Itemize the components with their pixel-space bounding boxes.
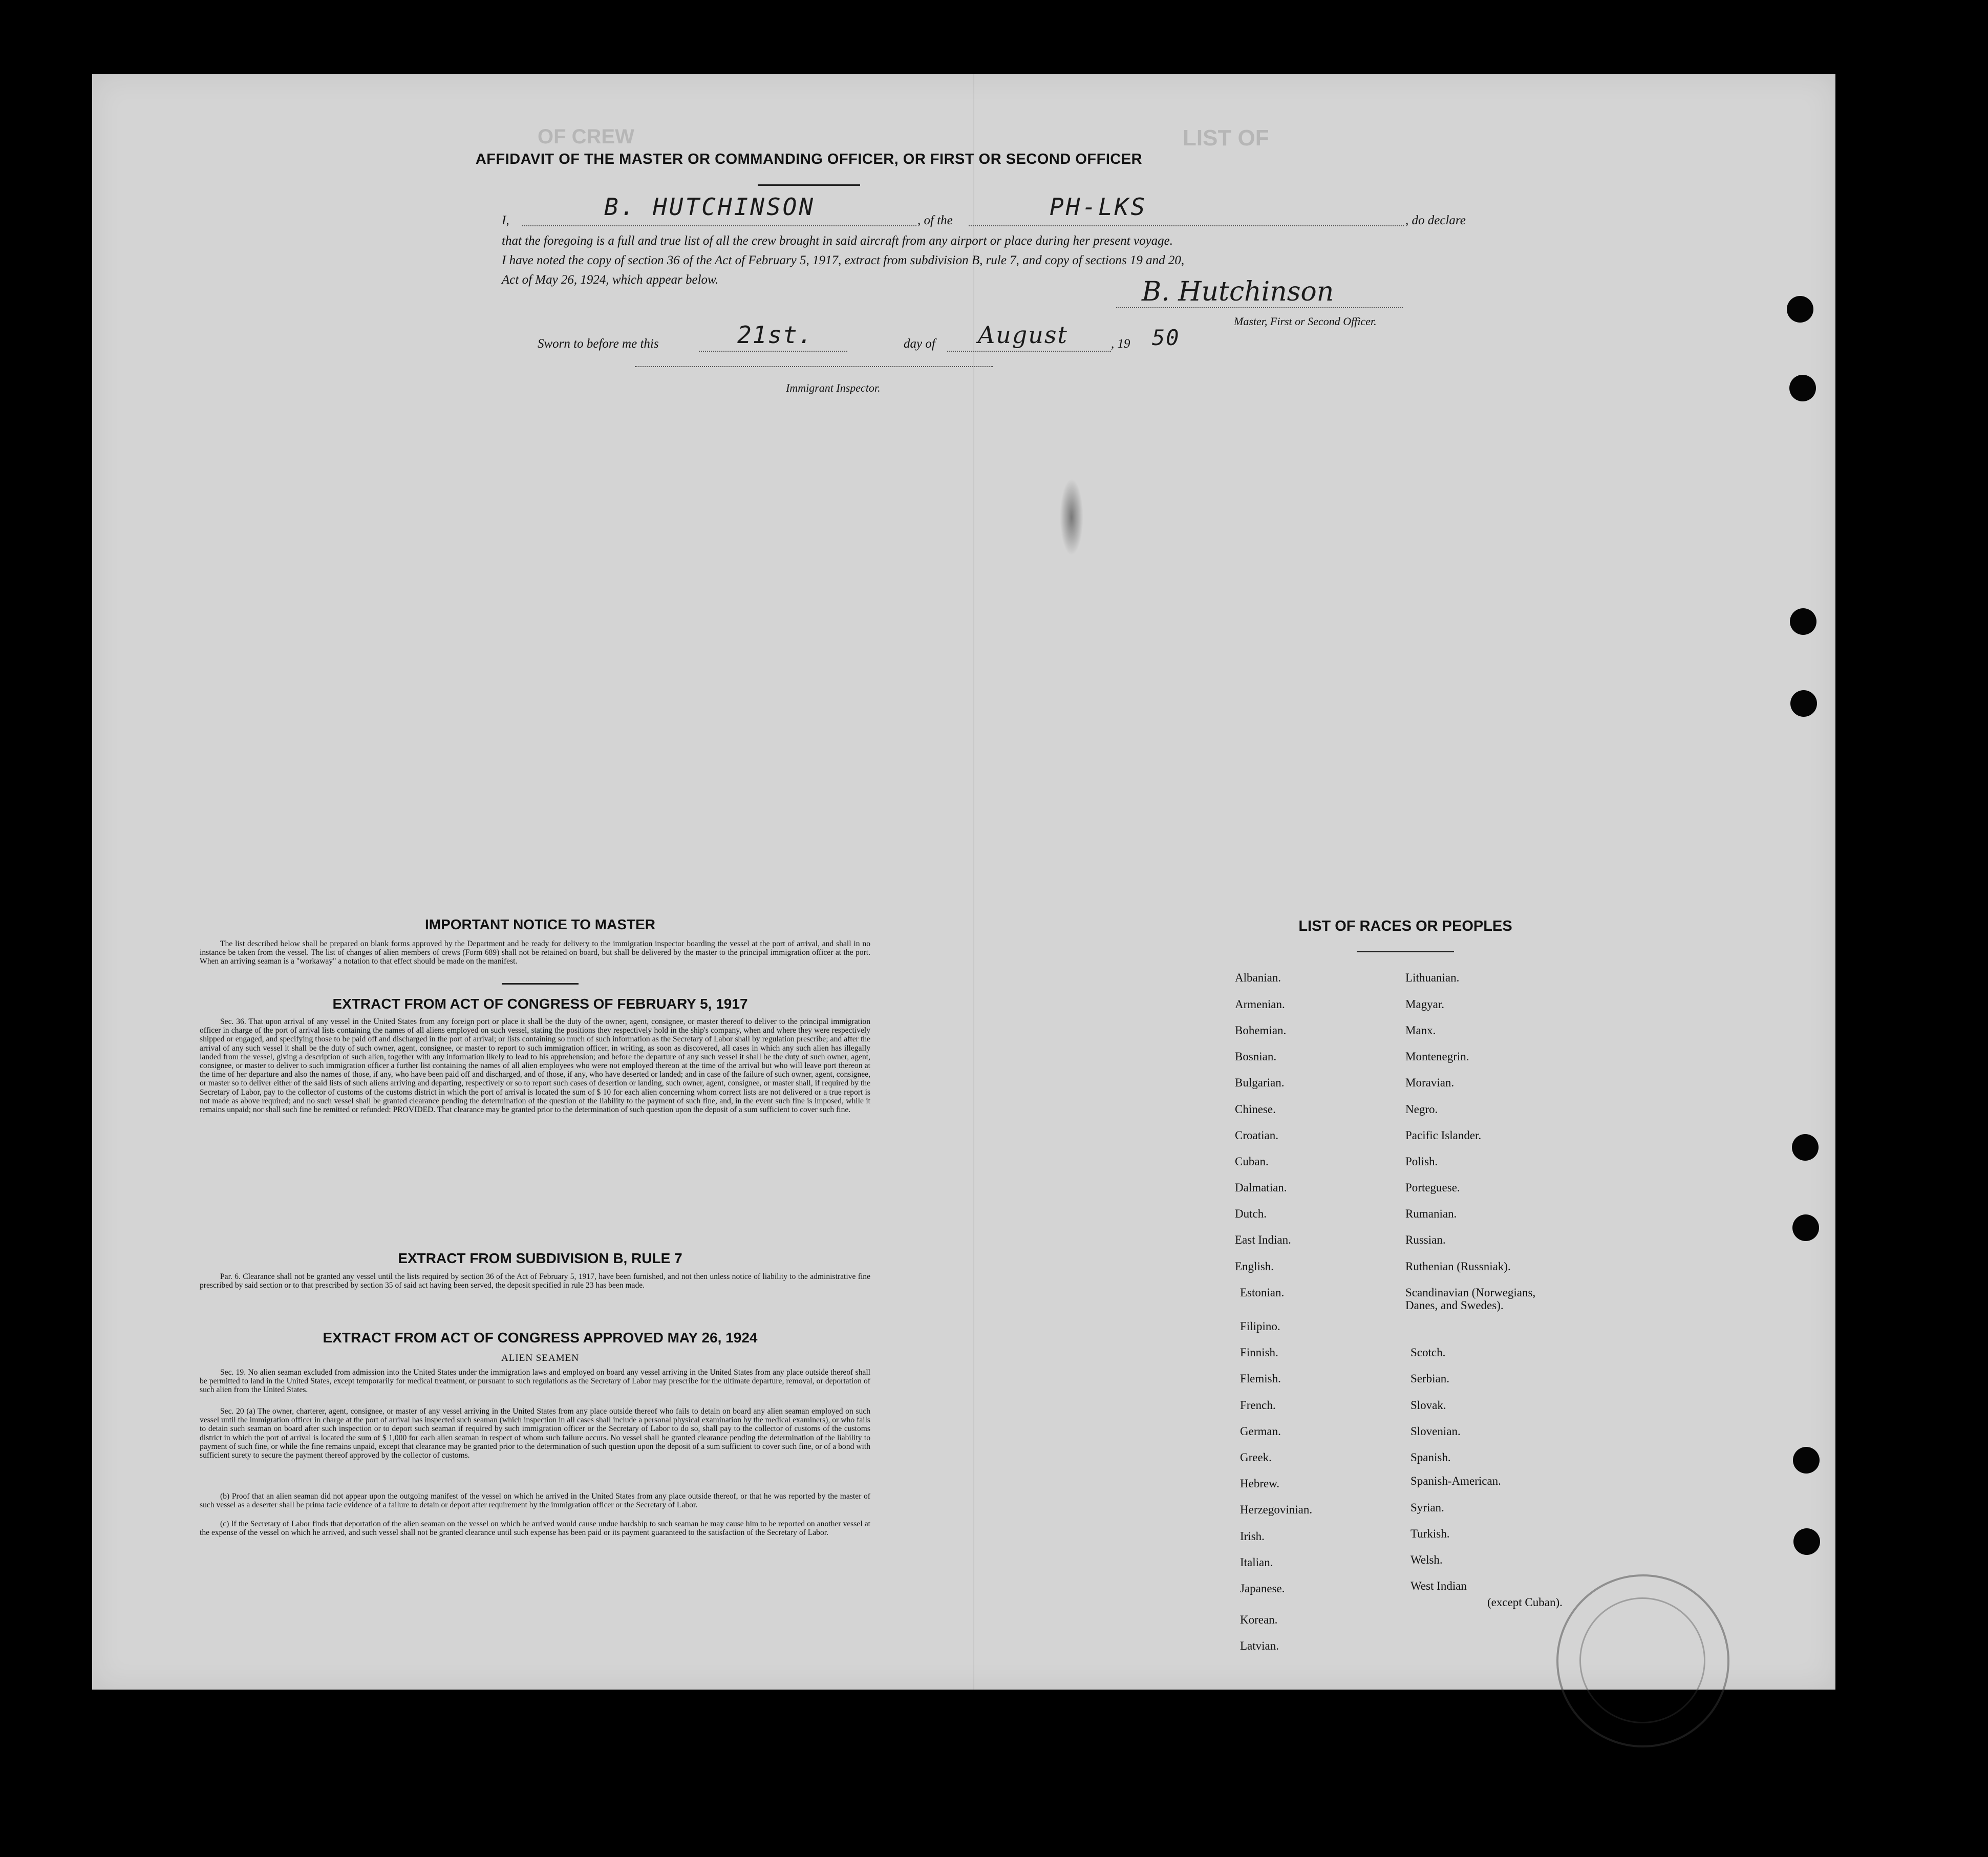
sec-20a-text: Sec. 20 (a) The owner, charterer, agent, consignee, or master of any vessel arriving in the United States from any place outside thereof who fails to detain on board any alien seaman employed on such vessel until the immigration officer in charge at the port of arrival has inspected such seaman (which inspection in all cases shall include a personal physical examination by the medical examiners), or who fails to detain such seaman on board after such inspection or to deport such seaman if required by such immigration officer or the Secretary of Labor to do so, shall pay to the collector of customs of the customs district in which the port of arrival is located the sum of $ 1,000 for each alien seaman in respect of whom such failure occurs. No vessel shall be granted clearance pending the determination of the liability to payment of such fine, or while the fine remains unpaid, except that clearance may be granted prior to the determination of such question upon the deposit of a sum sufficient to cover such fine, or of a bond with sufficient surety to secure the payment thereof approved by the collector of customs. (200, 1407, 870, 1460)
notice-text: The list described below shall be prepared on blank forms approved by the Department and be ready for delivery to the immigration inspector boarding the vessel at the port of arrival, and shall in no instance be taken from the vessel. The list of changes of alien members of crews (Form 689) shall not be retained on board, but shall be delivered by the master to the principal immigration officer at the port. When an arriving seaman is a "workaway" a notation to that effect should be made on the manifest. (200, 940, 870, 966)
race-item: Korean. (1240, 1613, 1278, 1626)
faint-stamp-inner (1579, 1597, 1705, 1723)
race-item: Dutch. (1235, 1207, 1267, 1220)
sec-20c-text: (c) If the Secretary of Labor finds that deportation of the alien seaman on the vessel on which he arrived would cause undue hardship to such seaman he may cause him to be reported on another vessel at the expense of the vessel on which he arrived, and such vessel shall not be granted clearance until such expense has been paid or its payment guaranteed to the satisfaction of the Secretary of Labor. (200, 1520, 870, 1538)
master-signature: B. Hutchinson (1142, 276, 1334, 307)
race-item: Slovak. (1410, 1399, 1446, 1412)
race-item: Lithuanian. (1405, 971, 1460, 984)
name-line (522, 225, 916, 226)
race-item: Albanian. (1235, 971, 1281, 984)
aircraft-id: PH-LKS (1050, 193, 1147, 221)
race-item: (except Cuban). (1487, 1596, 1563, 1609)
race-item: Japanese. (1240, 1582, 1285, 1595)
race-item: Montenegrin. (1405, 1050, 1469, 1063)
extract-1917-title: EXTRACT FROM ACT OF CONGRESS OF FEBRUARY 5, 1917 (332, 996, 748, 1012)
binder-hole (1789, 375, 1816, 401)
master-name: B. HUTCHINSON (604, 193, 816, 221)
race-item: English. (1235, 1260, 1274, 1273)
race-item: Cuban. (1235, 1155, 1269, 1168)
sworn-day: 21st. (737, 321, 814, 349)
race-item: Rumanian. (1405, 1207, 1457, 1220)
page-fold (973, 74, 974, 1690)
signature-line (1116, 307, 1403, 308)
affidavit-line-2: that the foregoing is a full and true list of all the crew brought in said aircraft from any airport or place during her present voyage. (502, 234, 1173, 248)
sec-20b-text: (b) Proof that an alien seaman did not appear upon the outgoing manifest of the vessel on which he arrived in the United States from any place outside thereof, or that he was reported by the master of such vessel as a deserter shall be prima facie evidence of a failure to detain or deport after requirement by the immigration officer or the Secretary of Labor. (200, 1492, 870, 1510)
binder-hole (1793, 1528, 1820, 1555)
subdivision-b-title: EXTRACT FROM SUBDIVISION B, RULE 7 (398, 1250, 682, 1266)
race-item: Estonian. (1240, 1286, 1285, 1299)
race-item: Spanish. (1410, 1451, 1451, 1464)
race-item: Finnish. (1240, 1346, 1278, 1359)
affidavit-i-prefix: I, (502, 214, 509, 227)
race-item: Hebrew. (1240, 1477, 1280, 1490)
race-item: Ruthenian (Russniak). (1405, 1260, 1511, 1273)
sworn-day-line (699, 351, 847, 352)
races-title-rule (1357, 951, 1454, 952)
race-item: Irish. (1240, 1530, 1265, 1543)
race-item: Serbian. (1410, 1372, 1450, 1385)
affidavit-do-declare: , do declare (1405, 214, 1466, 227)
race-item: Magyar. (1405, 998, 1445, 1011)
race-item: Spanish-American. (1410, 1475, 1501, 1487)
race-item: Armenian. (1235, 998, 1285, 1011)
signature-label: Master, First or Second Officer. (1234, 315, 1377, 328)
race-item: West Indian (1410, 1579, 1467, 1592)
race-item: Slovenian. (1410, 1425, 1461, 1438)
race-item: Scandinavian (Norwegians, Danes, and Swedes). (1405, 1286, 1536, 1312)
race-item: Manx. (1405, 1024, 1436, 1037)
race-item: Chinese. (1235, 1103, 1276, 1116)
race-item: East Indian. (1235, 1233, 1291, 1246)
race-item: Croatian. (1235, 1129, 1278, 1142)
sec-19-text: Sec. 19. No alien seaman excluded from admission into the United States under the immigration laws and employed on board any vessel arriving in the United States from any place outside thereof shall be permitted to land in the United States, except temporarily for medical treatment, or pursuant to such regulations as the Secretary of Labor may prescribe for the ultimate departure, removal, or deportation of such alien from the United States. (200, 1368, 870, 1395)
binder-hole (1787, 296, 1813, 323)
notice-title: IMPORTANT NOTICE TO MASTER (424, 916, 656, 932)
inspector-line (635, 366, 993, 367)
aircraft-line (969, 225, 1404, 226)
race-item: Filipino. (1240, 1320, 1280, 1333)
race-item: Negro. (1405, 1103, 1438, 1116)
race-item: Latvian. (1240, 1639, 1279, 1652)
affidavit-title-rule (758, 184, 860, 186)
extract-1917-text: Sec. 36. That upon arrival of any vessel in the United States from any foreign port or place it shall be the duty of the owner, agent, consignee, or master thereof to deliver to the principal immigration officer in charge of the port of arrival lists containing the names of all aliens employed on such vessel, stating the positions they respectively hold in the ship's company, when and where they were respectively shipped or engaged, and specifying those to be paid off and discharged in the port of arrival; or lists containing so much of such information as the Secretary of Labor shall by regulation prescribe; and after the arrival of any such vessel it shall be the duty of such owner, agent, consignee, or master to report to such immigration officer, in writing, as soon as discovered, all cases in which any such alien has illegally landed from the vessel, giving a description of such alien, together with any information likely to lead to his apprehension; and before the departure of any such vessel it shall be the duty of such owner, agent, consignee, or master to deliver to such immigration officer a further list containing the names of all alien employees who were not employed thereon at the time of the arrival but who will leave port thereon at the time of her departure and also the names of those, if any, who have been paid off and discharged, and of those, if any, who have deserted or landed; and in case of the failure of such owner, agent, consignee, or master so to deliver either of the said lists of such aliens arriving and departing, respectively or so to report such cases of desertion or landing, such owner, agent, consignee, or master shall, if required by the Secretary of Labor, pay to the collector of customs of the customs district in which the port of arrival is located the sum of $ 10 for each alien concerning whom correct lists are not delivered or a true report is not made as above required; and no such vessel shall be granted clearance pending the determination of the question of the liability to the payment of such fine, and, in the event such fine is imposed, while it remains unpaid; nor shall such fine be remitted or refunded: PROVIDED. That clearance may be granted prior to the determination of such question upon the deposit of a sum sufficient to cover such fine. (200, 1017, 870, 1115)
race-item: Polish. (1405, 1155, 1438, 1168)
inspector-label: Immigrant Inspector. (786, 381, 881, 394)
extract-1924-title: EXTRACT FROM ACT OF CONGRESS APPROVED MAY 26, 1924 (323, 1330, 758, 1346)
year-suffix: 50 (1152, 325, 1180, 350)
race-item: Turkish. (1410, 1527, 1450, 1540)
sworn-month: August (978, 321, 1068, 349)
year-prefix: , 19 (1111, 337, 1130, 351)
race-item: Bosnian. (1235, 1050, 1277, 1063)
day-of-label: day of (904, 337, 935, 351)
bleed-through-text: LIST OF (1183, 125, 1269, 151)
races-title: LIST OF RACES OR PEOPLES (1298, 918, 1512, 934)
binder-hole (1793, 1447, 1820, 1474)
race-item: Pacific Islander. (1405, 1129, 1482, 1142)
binder-hole (1790, 608, 1816, 635)
binder-hole (1792, 1134, 1819, 1161)
race-item: Greek. (1240, 1451, 1272, 1464)
binder-hole (1790, 690, 1817, 717)
race-item: Porteguese. (1405, 1181, 1460, 1194)
bleed-through-text-2: OF CREW (538, 125, 634, 148)
affidavit-line-4: Act of May 26, 1924, which appear below. (502, 273, 719, 287)
race-item: Bohemian. (1235, 1024, 1287, 1037)
alien-seamen-subtitle: ALIEN SEAMEN (501, 1353, 579, 1363)
race-item: German. (1240, 1425, 1281, 1438)
race-item: Herzegovinian. (1240, 1503, 1313, 1516)
ink-smudge (1060, 479, 1083, 556)
affidavit-title: AFFIDAVIT OF THE MASTER OR COMMANDING OFFICER, OR FIRST OR SECOND OFFICER (475, 151, 1143, 167)
race-item: Welsh. (1410, 1553, 1443, 1566)
document-page (92, 74, 1835, 1690)
sworn-prefix: Sworn to before me this (538, 337, 659, 351)
notice-rule (502, 983, 579, 985)
race-item: Scotch. (1410, 1346, 1446, 1359)
race-item: Flemish. (1240, 1372, 1281, 1385)
race-item: Bulgarian. (1235, 1076, 1285, 1089)
affidavit-of-the: , of the (917, 214, 953, 227)
race-item: Italian. (1240, 1556, 1273, 1569)
affidavit-line-3: I have noted the copy of section 36 of the Act of February 5, 1917, extract from subdivision B, rule 7, and copy of sections 19 and 20, (502, 253, 1185, 267)
subdivision-b-text: Par. 6. Clearance shall not be granted any vessel until the lists required by section 36 of the Act of February 5, 1917, have been furnished, and not then unless notice of liability to the administrative fine prescribed by said section or to that prescribed by section 35 of said act having been served, the deposit specified in rule 23 has been made. (200, 1272, 870, 1290)
race-item: French. (1240, 1399, 1276, 1412)
binder-hole (1792, 1214, 1819, 1241)
race-item: Dalmatian. (1235, 1181, 1287, 1194)
sworn-month-line (947, 351, 1111, 352)
race-item: Russian. (1405, 1233, 1446, 1246)
race-item: Moravian. (1405, 1076, 1455, 1089)
race-item: Syrian. (1410, 1501, 1444, 1514)
